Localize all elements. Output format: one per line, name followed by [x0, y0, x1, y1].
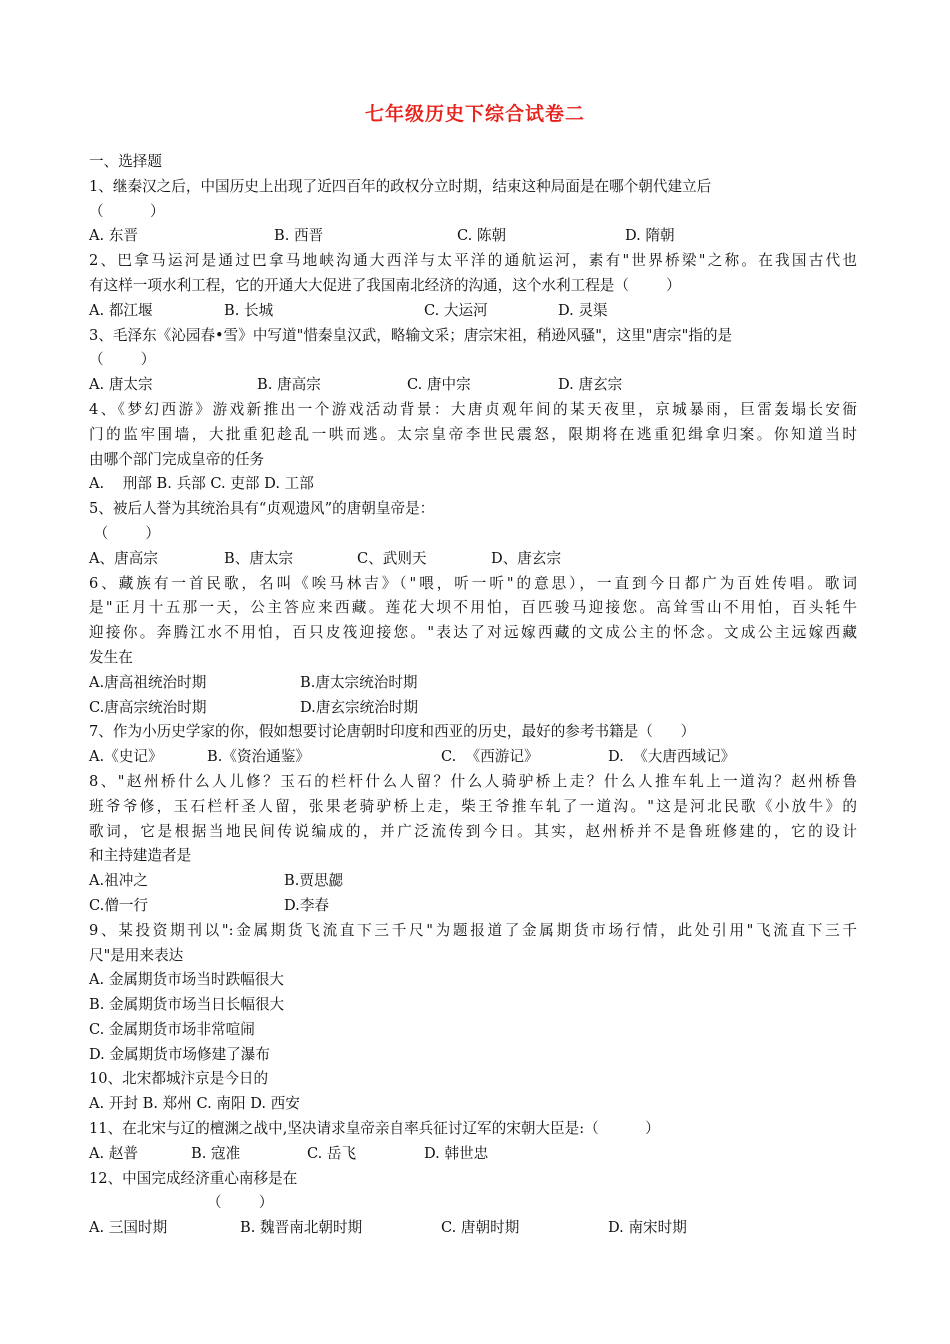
option-d: D. 唐玄宗: [558, 376, 623, 394]
option-c: C.唐高宗统治时期: [89, 698, 207, 716]
option-c: C. 陈朝: [457, 227, 507, 245]
option-d: D. 韩世忠: [424, 1144, 489, 1162]
question-6-stem: 6、藏族有一首民歌，名叫《唉马林吉》（"喂，听一听"的意思），一直到今日都广为百姓传唱。歌词: [89, 574, 857, 592]
question-11-options: [89, 1142, 857, 1167]
option-c: C. 唐中宗: [407, 376, 471, 394]
question-6-options-row2: [89, 696, 857, 721]
question-6-options-row1: [89, 671, 857, 696]
question-3-options: [89, 373, 857, 398]
option-d: D.唐玄宗统治时期: [300, 698, 418, 716]
option-a: A.唐高祖统治时期: [89, 673, 207, 691]
option-c: C. 唐朝时期: [441, 1219, 520, 1237]
question-9-stem-cont: 尺"是用来表达: [89, 946, 184, 964]
question-7-stem: 7、作为小历史学家的你，假如想要讨论唐朝时印度和西亚的历史，最好的参考书籍是（ ）: [89, 723, 696, 741]
option-d: D、唐玄宗: [491, 549, 562, 567]
question-8-stem-cont: 班爷爷修，玉石栏杆圣人留，张果老骑驴桥上走，柴王爷推车轧了一道沟。"这是河北民歌《小放牛》的: [89, 797, 857, 815]
question-8-stem-cont2: 歌词，它是根据当地民间传说编成的，并广泛流传到今日。其实，赵州桥并不是鲁班修建的，它的设计: [89, 822, 857, 840]
question-7-options: [89, 745, 857, 770]
option-b: B. 寇准: [191, 1144, 241, 1162]
option-b: B、唐太宗: [224, 549, 294, 567]
question-8-stem-end: 和主持建造者是: [89, 847, 192, 865]
option-b: B. 西晋: [274, 227, 324, 245]
question-8-options-row2: [89, 894, 857, 919]
option-b: B.《资治通鉴》: [207, 748, 310, 766]
question-1-answer-blank: （ ）: [89, 202, 165, 220]
option-b: B.贾思勰: [284, 872, 344, 890]
option-a: A、唐高宗: [89, 549, 158, 567]
option-d: D. 隋朝: [625, 227, 675, 245]
option-c: C. 大运河: [424, 301, 488, 319]
option-c: C、武则天: [357, 549, 427, 567]
option-c: C. 金属期货市场非常喧闹: [89, 1020, 255, 1038]
question-1-stem: 1、继秦汉之后，中国历史上出现了近四百年的政权分立时期，结束这种局面是在哪个朝代建立后: [89, 177, 712, 195]
question-2-stem-cont: 有这样一项水利工程，它的开通大大促进了我国南北经济的沟通，这个水利工程是（ ）: [89, 276, 681, 294]
question-10-options: A. 开封 B. 郑州 C. 南阳 D. 西安: [89, 1095, 300, 1113]
question-9-stem: 9、某投资期刊以":金属期货飞流直下三千尺"为题报道了金属期货市场行情，此处引用"飞流直下三千: [89, 921, 857, 939]
option-a: A. 唐太宗: [89, 376, 153, 394]
question-6-stem-end: 发生在: [89, 648, 133, 666]
option-a: A. 赵普: [89, 1144, 139, 1162]
question-4-stem-cont: 门的监牢围墙，大批重犯趁乱一哄而逃。太宗皇帝李世民震怒，限期将在逃重犯缉拿归案。你知道当时: [89, 425, 857, 443]
question-3-answer-blank: （ ）: [89, 351, 156, 369]
option-b: B. 唐高宗: [257, 376, 321, 394]
question-2-options: [89, 299, 857, 324]
option-d: D.李春: [284, 896, 330, 914]
question-5-options: [89, 547, 857, 572]
option-d: D. 金属期货市场修建了瀑布: [89, 1045, 270, 1063]
question-12-stem: 12、中国完成经济重心南移是在: [89, 1169, 298, 1187]
question-2-stem: 2、巴拿马运河是通过巴拿马地峡沟通大西洋与太平洋的通航运河，素有"世界桥梁"之称。在我国古代也: [89, 252, 857, 270]
question-11-stem: 11、在北宋与辽的檀渊之战中,坚决请求皇帝亲自率兵征讨辽军的宋朝大臣是:（ ）: [89, 1120, 660, 1138]
question-8-stem: 8、"赵州桥什么人儿修？玉石的栏杆什么人留？什么人骑驴桥上走？什么人推车轧上一道沟？赵州桥鲁: [89, 772, 857, 790]
option-b: B. 金属期货市场当日长幅很大: [89, 996, 285, 1014]
option-a: A.《史记》: [89, 748, 163, 766]
question-6-stem-cont2: 迎接你。奔腾江水不用怕，百只皮筏迎接您。"表达了对远嫁西藏的文成公主的怀念。文成公主远嫁西藏: [89, 624, 857, 642]
option-a: A.祖冲之: [89, 872, 148, 890]
question-12-answer-blank-row: [89, 1191, 857, 1216]
question-5-answer-blank: （ ）: [89, 524, 160, 542]
question-1-options: [89, 224, 857, 249]
section-heading: 一、选择题: [89, 153, 162, 170]
option-c: C. 岳飞: [307, 1144, 357, 1162]
option-b: B.唐太宗统治时期: [300, 673, 418, 691]
option-d: D. 南宋时期: [608, 1219, 687, 1237]
option-d: D. 灵渠: [558, 301, 608, 319]
option-c: C.僧一行: [89, 896, 149, 914]
option-a: A. 东晋: [89, 227, 139, 245]
question-3-stem: 3、毛泽东《沁园春•雪》中写道"惜秦皇汉武，略输文采；唐宗宋祖，稍逊风骚"，这里"唐宗"指的是: [89, 326, 733, 344]
option-a: A. 都江堰: [89, 301, 153, 319]
exam-content: [89, 150, 857, 1241]
option-b: B. 长城: [224, 301, 274, 319]
option-a: A. 三国时期: [89, 1219, 168, 1237]
question-8-options-row1: [89, 869, 857, 894]
page-title: 七年级历史下综合试卷二: [364, 103, 585, 125]
question-5-stem: 5、被后人誉为其统治具有“贞观遗风”的唐朝皇帝是：: [89, 500, 435, 518]
question-4-options: A. 刑部 B. 兵部 C. 吏部 D. 工部: [89, 475, 314, 493]
option-b: B. 魏晋南北朝时期: [240, 1219, 363, 1237]
question-10-stem: 10、北宋都城汴京是今日的: [89, 1070, 269, 1088]
option-d: D. 《大唐西域记》: [608, 748, 736, 766]
question-6-stem-cont: 是"正月十五那一天，公主答应来西藏。莲花大坝不用怕，百匹骏马迎接您。高耸雪山不用怕，百头牦牛: [89, 599, 857, 617]
question-12-options: [89, 1216, 857, 1241]
option-c: C. 《西游记》: [441, 748, 539, 766]
question-4-stem-end: 由哪个部门完成皇帝的任务: [89, 450, 265, 468]
option-a: A. 金属期货市场当时跌幅很大: [89, 971, 284, 989]
question-12-answer-blank: （ ）: [207, 1194, 274, 1212]
question-4-stem: 4、《梦幻西游》游戏新推出一个游戏活动背景：大唐贞观年间的某天夜里，京城暴雨，巨雷轰塌长安衙: [89, 400, 857, 418]
